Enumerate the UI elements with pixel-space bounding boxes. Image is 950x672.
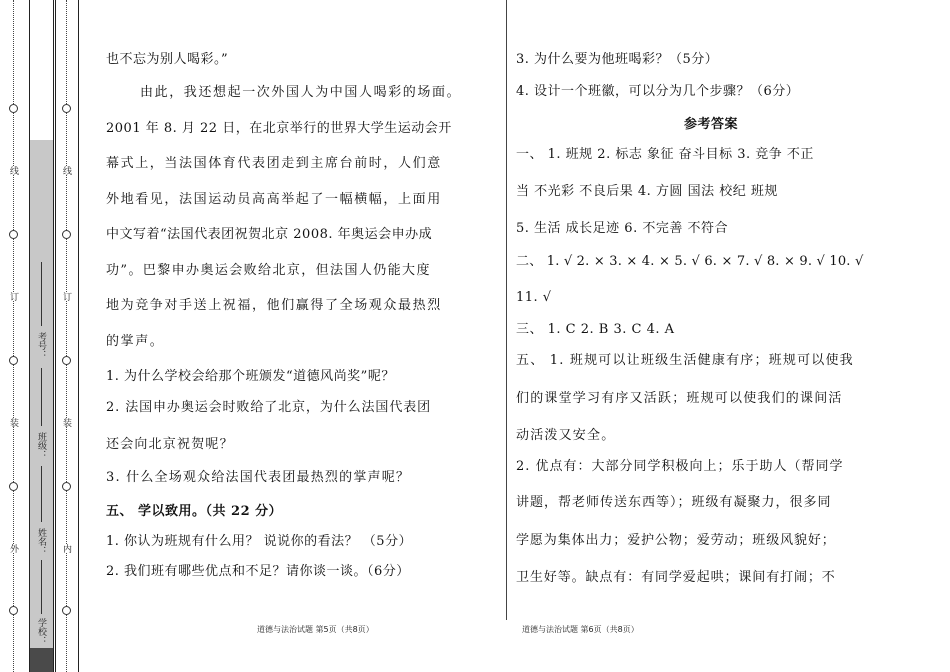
answer-line: 二、 1. √ 2. × 3. × 4. × 5. √ 6. × 7. √ 8. × 9. √ 10. √ (516, 254, 864, 269)
outer-mark-xian: 线 (8, 166, 18, 175)
question-text: 2. 法国申办奥运会时败给了北京，为什么法国代表团 (106, 400, 432, 415)
exam-number-label: 考号： (36, 332, 46, 359)
text-line: 幕式上，当法国体育代表团走到主席台前时，人们意 (106, 156, 442, 171)
inner-mark-nei: 内 (61, 544, 71, 553)
answer-line: 2. 优点有：大部分同学积极向上；乐于助人（帮同学 (516, 459, 844, 474)
answer-key-title: 参考答案 (684, 117, 739, 132)
answer-line: 当 不光彩 不良后果 4. 方圆 国法 校纪 班规 (516, 184, 778, 199)
punch-hole-icon (9, 606, 18, 615)
text-line: 地为竞争对手送上祝福，他们赢得了全场观众最热烈 (106, 298, 442, 313)
answer-line: 动活泼又安全。 (516, 428, 616, 443)
class-label: 班级： (36, 432, 46, 459)
inner-mark-zhuang: 装 (61, 418, 71, 427)
inner-mark-ding: 订 (61, 292, 71, 301)
outer-mark-wai: 外 (8, 544, 18, 553)
punch-hole-icon (62, 104, 71, 113)
school-label: 学校： (36, 618, 46, 645)
answer-line: 11. √ (516, 290, 552, 305)
outer-fold-line (13, 0, 14, 672)
text-line: 功”。巴黎申办奥运会败给北京，但法国人仍能大度 (106, 263, 431, 278)
punch-hole-icon (9, 230, 18, 239)
section-heading: 五、 学以致用。（共 22 分） (106, 504, 283, 519)
answer-line: 一、 1. 班规 2. 标志 象征 奋斗目标 3. 竞争 不正 (516, 147, 814, 162)
outer-mark-zhuang: 装 (8, 418, 18, 427)
question-text: 1. 你认为班规有什么用？ 说说你的看法？ （5分） (106, 534, 413, 549)
punch-hole-icon (9, 356, 18, 365)
punch-hole-icon (9, 104, 18, 113)
answer-line: 5. 生活 成长足迹 6. 不完善 不符合 (516, 221, 728, 236)
answer-line: 五、 1. 班规可以让班级生活健康有序；班规可以使我 (516, 353, 854, 368)
question-text: 1. 为什么学校会给那个班颁发“道德风尚奖”呢？ (106, 369, 395, 384)
page-divider (506, 0, 507, 620)
answer-line: 卫生好等。缺点有：有同学爱起哄；课间有打闹；不 (516, 570, 836, 585)
punch-hole-icon (9, 482, 18, 491)
question-text: 3. 为什么要为他班喝彩？（5分） (516, 52, 719, 67)
question-text: 4. 设计一个班徽，可以分为几个步骤？（6分） (516, 84, 800, 99)
answer-line: 们的课堂学习有序又活跃；班规可以使我们的课间活 (516, 391, 843, 406)
dark-band (29, 648, 53, 672)
punch-hole-icon (62, 230, 71, 239)
name-field[interactable] (41, 466, 42, 522)
text-line: 也不忘为别人喝彩。” (106, 52, 229, 67)
binding-margin (0, 0, 80, 672)
right-page-footer: 道德与法治试题 第6页（共8页） (522, 625, 639, 634)
answer-line: 讲题，帮老师传送东西等）；班级有凝聚力，很多同 (516, 495, 832, 510)
school-field[interactable] (41, 560, 42, 614)
punch-hole-icon (62, 606, 71, 615)
exam-number-field[interactable] (41, 262, 42, 326)
text-line: 2001 年 8. 月 22 日，在北京举行的世界大学生运动会开 (106, 121, 452, 136)
question-text: 3. 什么全场观众给法国代表团最热烈的掌声呢？ (106, 470, 411, 485)
question-text: 还会向北京祝贺呢？ (106, 437, 234, 452)
class-field[interactable] (41, 368, 42, 426)
punch-hole-icon (62, 482, 71, 491)
text-line: 外地看见，法国运动员高高举起了一幅横幅，上面用 (106, 192, 442, 207)
answer-line: 三、 1. C 2. B 3. C 4. A (516, 322, 675, 337)
punch-hole-icon (62, 356, 71, 365)
text-line: 的掌声。 (106, 334, 165, 349)
name-label: 姓名： (36, 528, 46, 555)
question-text: 2. 我们班有哪些优点和不足？请你谈一谈。（6分） (106, 564, 410, 579)
outer-mark-ding: 订 (8, 292, 18, 301)
inner-fold-line (66, 0, 67, 672)
left-page-footer: 道德与法治试题 第5页（共8页） (257, 625, 374, 634)
text-line: 由此，我还想起一次外国人为中国人喝彩的场面。 (140, 85, 462, 100)
text-line: 中文写着“法国代表团祝贺北京 2008. 年奥运会申办成 (106, 227, 433, 242)
answer-line: 学愿为集体出力；爱护公物；爱劳动；班级风貌好； (516, 533, 836, 548)
inner-mark-xian: 线 (61, 166, 71, 175)
